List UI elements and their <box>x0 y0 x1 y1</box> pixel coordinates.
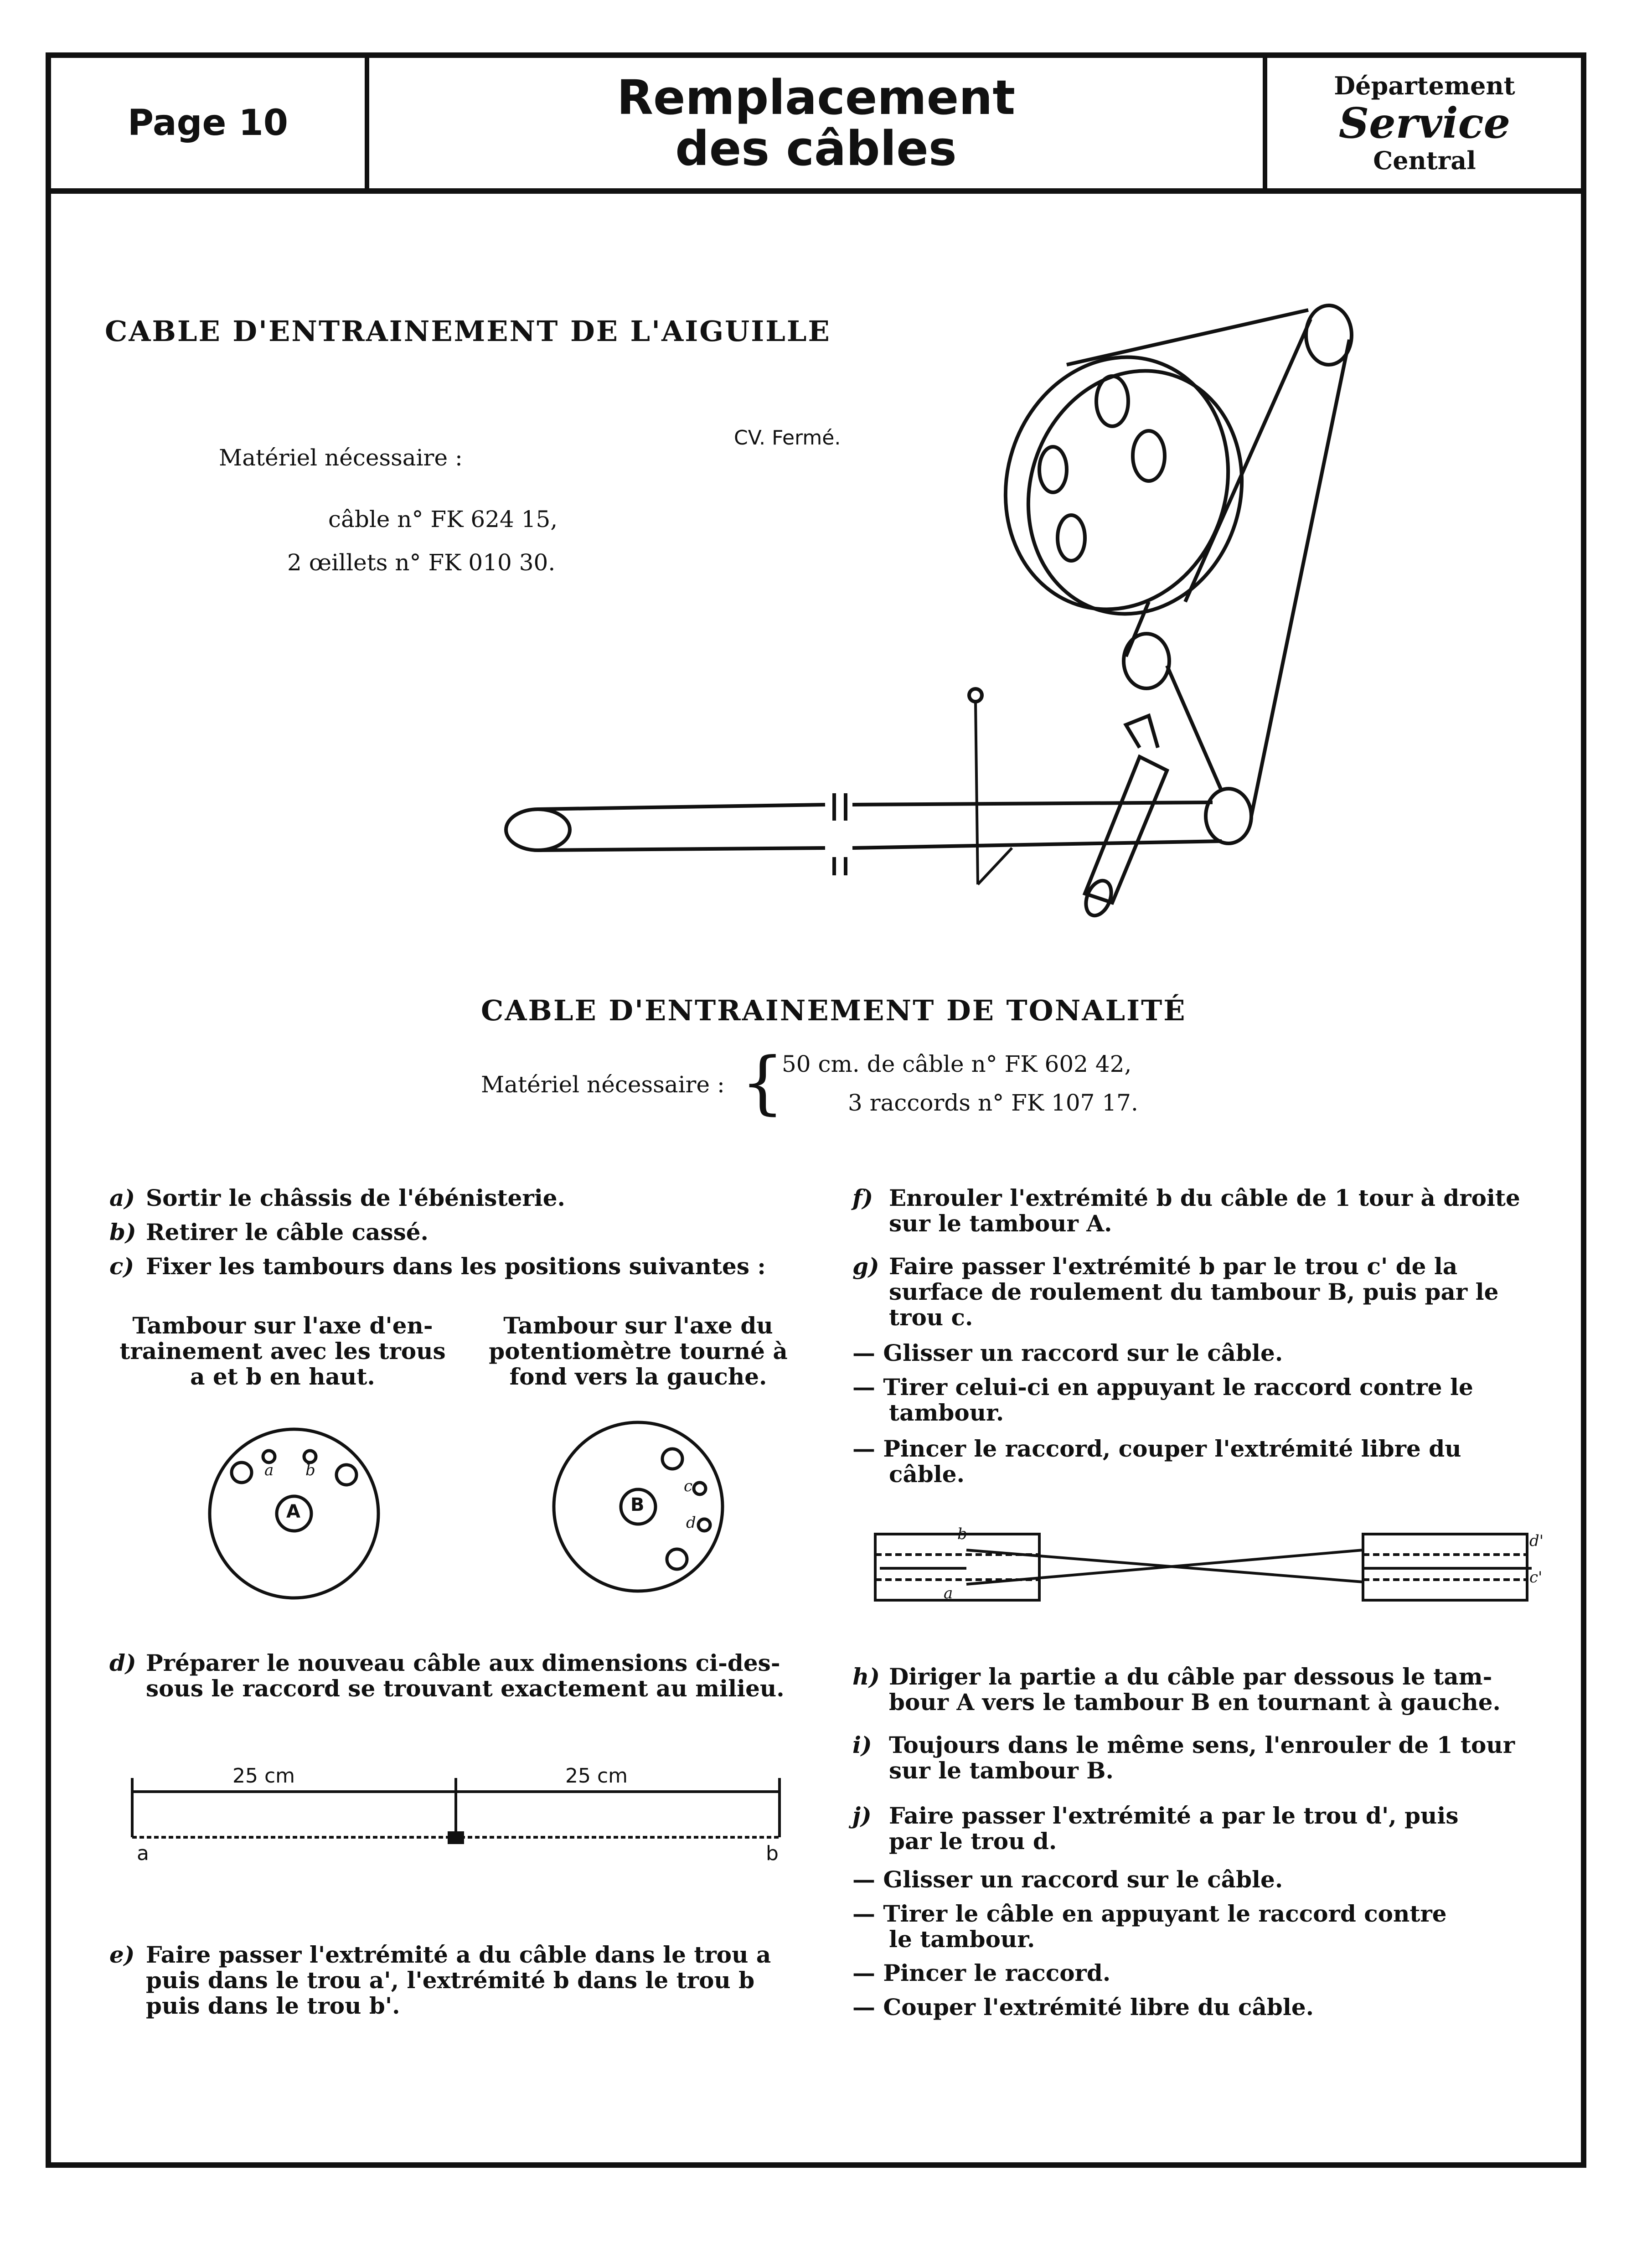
step-c: c) Fixer les tambours dans les positions suivantes : <box>109 1253 766 1280</box>
step-g: g) Faire passer l'extrémité b par le trou c' de la surface de roulement du tambour B, puis par le trou c. <box>852 1253 1499 1331</box>
section2-materiel-label: Matériel nécessaire : <box>481 1071 725 1098</box>
connector-label-c-prime: c' <box>1529 1568 1543 1587</box>
step-g-dash-1: — Glisser un raccord sur le câble. <box>852 1339 1283 1366</box>
drum-b-caption: Tambour sur l'axe du potentiomètre tourné à fond vers la gauche. <box>489 1312 788 1390</box>
dim-right-label: 25 cm <box>565 1764 628 1788</box>
dim-end-b: b <box>766 1842 779 1865</box>
step-j-dash-1: — Glisser un raccord sur le câble. <box>852 1866 1283 1893</box>
drum-b-hole-d: d <box>686 1514 696 1532</box>
step-e: e) Faire passer l'extrémité a du câble dans le trou a puis dans le trou a', l'extrémité b dans le trou b puis dans le trou b'. <box>109 1941 771 2019</box>
drum-a-caption: Tambour sur l'axe d'en- trainement avec les trous a et b en haut. <box>119 1312 446 1390</box>
step-j-dash-4: — Couper l'extrémité libre du câble. <box>852 1994 1314 2021</box>
brace: { <box>741 1043 785 1122</box>
step-a: a) Sortir le châssis de l'ébénisterie. <box>109 1184 565 1211</box>
step-d: d) Préparer le nouveau câble aux dimensions ci-des- sous le raccord se trouvant exactement au milieu. <box>109 1649 785 1702</box>
step-i: i) Toujours dans le même sens, l'enrouler de 1 tour sur le tambour B. <box>852 1731 1515 1784</box>
drum-b-letter: B <box>630 1494 645 1515</box>
drum-b-hole-c: c <box>684 1477 693 1495</box>
step-j-dash-2: — Tirer le câble en appuyant le raccord contre le tambour. <box>852 1900 1447 1953</box>
title-line-1: Remplacement <box>616 70 1016 125</box>
connector-label-b: b <box>957 1525 967 1543</box>
section1-item-1: câble n° FK 624 15, <box>328 506 558 532</box>
page-title <box>369 58 1267 188</box>
step-f: f) Enrouler l'extrémité b du câble de 1 tour à droite sur le tambour A. <box>852 1184 1520 1237</box>
step-j: j) Faire passer l'extrémité a par le trou d', puis par le trou d. <box>852 1802 1459 1855</box>
section1-materiel-label: Matériel nécessaire : <box>219 444 463 471</box>
drum-a-hole-a: a <box>264 1461 274 1479</box>
section2-item-1: 50 cm. de câble n° FK 602 42, <box>782 1051 1132 1077</box>
section1-heading: CABLE D'ENTRAINEMENT DE L'AIGUILLE <box>105 315 831 348</box>
step-b: b) Retirer le câble cassé. <box>109 1219 428 1246</box>
page-header <box>46 52 1586 194</box>
department-block <box>1267 58 1582 188</box>
section1-item-2: 2 œillets n° FK 010 30. <box>287 549 556 576</box>
section2-heading: CABLE D'ENTRAINEMENT DE TONALITÉ <box>481 994 1187 1027</box>
dim-end-a: a <box>137 1842 149 1865</box>
drum-a-letter: A <box>286 1501 300 1522</box>
dept-line-1: Département <box>1334 71 1515 100</box>
title-line-2: des câbles <box>675 121 957 176</box>
cv-ferme-label: CV. Fermé. <box>734 426 841 450</box>
section2-item-2: 3 raccords n° FK 107 17. <box>848 1090 1138 1116</box>
connector-label-d-prime: d' <box>1529 1532 1544 1550</box>
dim-left-label: 25 cm <box>232 1764 295 1788</box>
step-g-dash-3: — Pincer le raccord, couper l'extrémité libre du câble. <box>852 1435 1461 1488</box>
drum-a-hole-b: b <box>305 1461 315 1479</box>
page-number: Page 10 <box>51 58 369 188</box>
connector-label-a: a <box>944 1584 953 1602</box>
dept-line-3: Central <box>1373 146 1476 175</box>
step-j-dash-3: — Pincer le raccord. <box>852 1959 1111 1986</box>
step-g-dash-2: — Tirer celui-ci en appuyant le raccord contre le tambour. <box>852 1374 1473 1426</box>
step-h: h) Diriger la partie a du câble par dessous le tam- bour A vers le tambour B en tournant à gauche. <box>852 1663 1501 1716</box>
dept-line-2: Service <box>1338 98 1511 148</box>
